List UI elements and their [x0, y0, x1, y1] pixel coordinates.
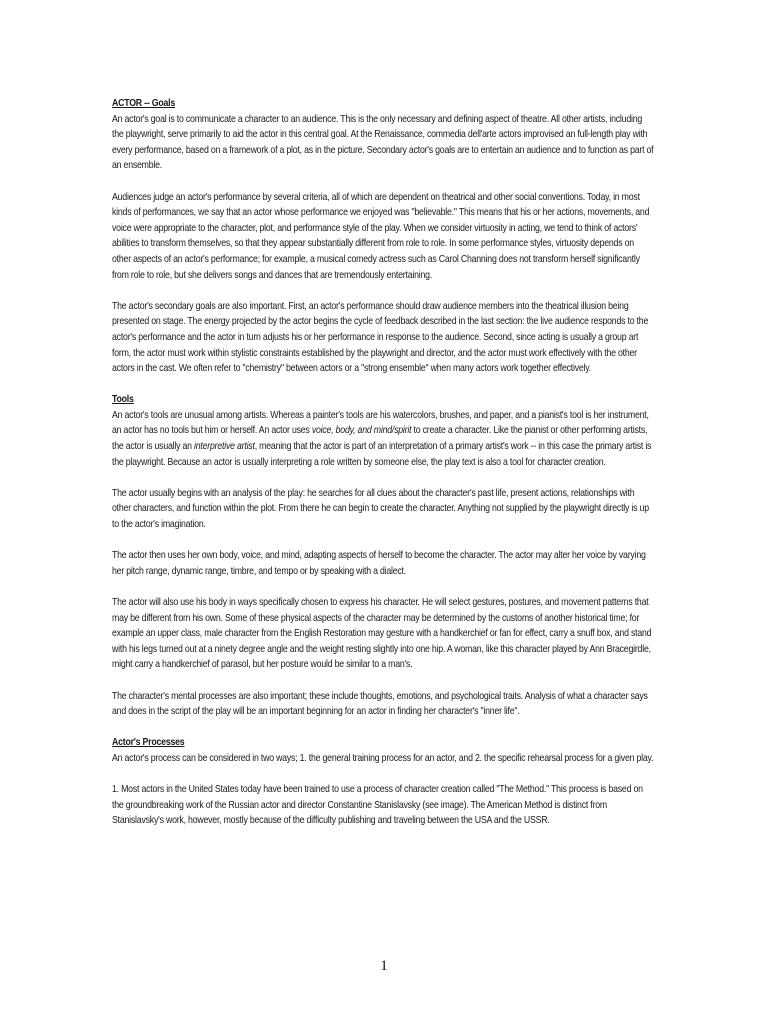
paragraph-goals-2: Audiences judge an actor's performance by several criteria, all of which are dependent on theatrical and other social conventions. Today, in most kinds of performances, we say that an actor whose performance we enjoyed was "believable." This means that his or her actions, movements, and voice were appropriate to the character, plot, and performance style of the play. When we consider virtuosity in acting, we tend to think of actors' abilities to transform themselves, so that they appear substantially different from role to role. In some performance styles, virtuosity depends on other aspects of an actor's performance; for example, a musical comedy actress such as Carol Channing does not transform herself significantly from role to role, but she delivers songs and dances that are tremendously entertaining. [112, 191, 650, 281]
tools-emphasis-voice-body-mind: voice, body, and mind/spirit [311, 425, 412, 437]
section-heading-tools: Tools [112, 394, 134, 406]
paragraph-tools-4: The actor will also use his body in ways specifically chosen to express his character. He will select gestures, postures, and movement patterns that may be different from his own. Some of these physical aspects of the character may be determined by the customs of another historical time; for example an upper class, male character from the English Restoration may gesture with a handkerchief or fan for effect, carry a snuff box, and stand with his legs turned out at a ninety degree angle and the weight resting slightly into one hip. A woman, like this character played by Ann Bracegirdle, might carry a handkerchief of parasol, but her posture would be similar to a man's. [112, 597, 652, 671]
paragraph-processes-1: An actor's process can be considered in two ways; 1. the general training process for an actor, and 2. the specific rehearsal process for a given play. [112, 752, 654, 764]
tools-text-a: An actor's tools are unusual among artists. Whereas a painter's tools are his watercolors, brushes, and paper, and a pianist's tool is her instrument, an actor has no tools but him or herself. An actor uses [112, 409, 649, 437]
document-body [112, 96, 654, 845]
tools-text-b: to create a character. Like the pianist or other performing artists, the actor is usually an [112, 425, 648, 453]
paragraph-goals-1: An actor's goal is to communicate a character to an audience. This is the only necessary and defining aspect of theatre. All other artists, including the playwright, serve primarily to aid the actor in this central goal. At the Renaissance, commedia dell'arte actors improvised an full-length play with every performance, based on a framework of a plot, as in the picture. Secondary actor's goals are to entertain an audience and to function as part of an ensemble. [112, 113, 654, 172]
paragraph-tools-2: The actor usually begins with an analysis of the play: he searches for all clues about the character's past life, present actions, relationships with other characters, and function within the plot. From there he can begin to create the character. Anything not supplied by the playwright directly is up to the actor's imagination. [112, 487, 649, 531]
tools-emphasis-interpretive-artist: interpretive artist [194, 441, 255, 453]
paragraph-processes-2: 1. Most actors in the United States today have been trained to use a process of character creation called "The Method." This process is based on the groundbreaking work of the Russian actor and director Constantine Stanislavsky (see image). The American Method is distinct from Stanislavsky's work, however, mostly because of the difficulty publishing and traveling between the USA and the USSR. [112, 784, 643, 827]
paragraph-tools-1 [112, 408, 654, 470]
section-heading-goals: ACTOR -- Goals [112, 98, 176, 109]
page-number: 1 [380, 958, 388, 974]
paragraph-tools-5: The character's mental processes are also important; these include thoughts, emotions, and psychological traits. Analysis of what a character says and does in the script of the play will be an important beginning for an actor in finding her character's "inner life". [112, 690, 648, 718]
tools-text-c: , meaning that the actor is part of an interpretation of a primary artist's work -- in this case the primary artist is the playwright. Because an actor is usually interpreting a role written by someone else, the play text is also a tool for character creation. [112, 441, 652, 468]
paragraph-tools-3: The actor then uses her own body, voice, and mind, adapting aspects of herself to become the character. The actor may alter her voice by varying her pitch range, dynamic range, timbre, and tempo or by speaking with a dialect. [112, 550, 646, 577]
paragraph-goals-3: The actor's secondary goals are also important. First, an actor's performance should draw audience members into the theatrical illusion being presented on stage. The energy projected by the actor begins the cycle of feedback described in the last section: the live audience responds to the actor's performance and the actor in turn adjusts his or her performance in response to the audience. Second, since acting is usually a group art form, the actor must work within stylistic constraints established by the playwright and director, and the actor must work effectively with the other actors in the cast. We often refer to "chemistry" between actors or a "strong ensemble" when many actors work together effectively. [112, 300, 649, 375]
section-heading-processes: Actor's Processes [112, 737, 185, 749]
